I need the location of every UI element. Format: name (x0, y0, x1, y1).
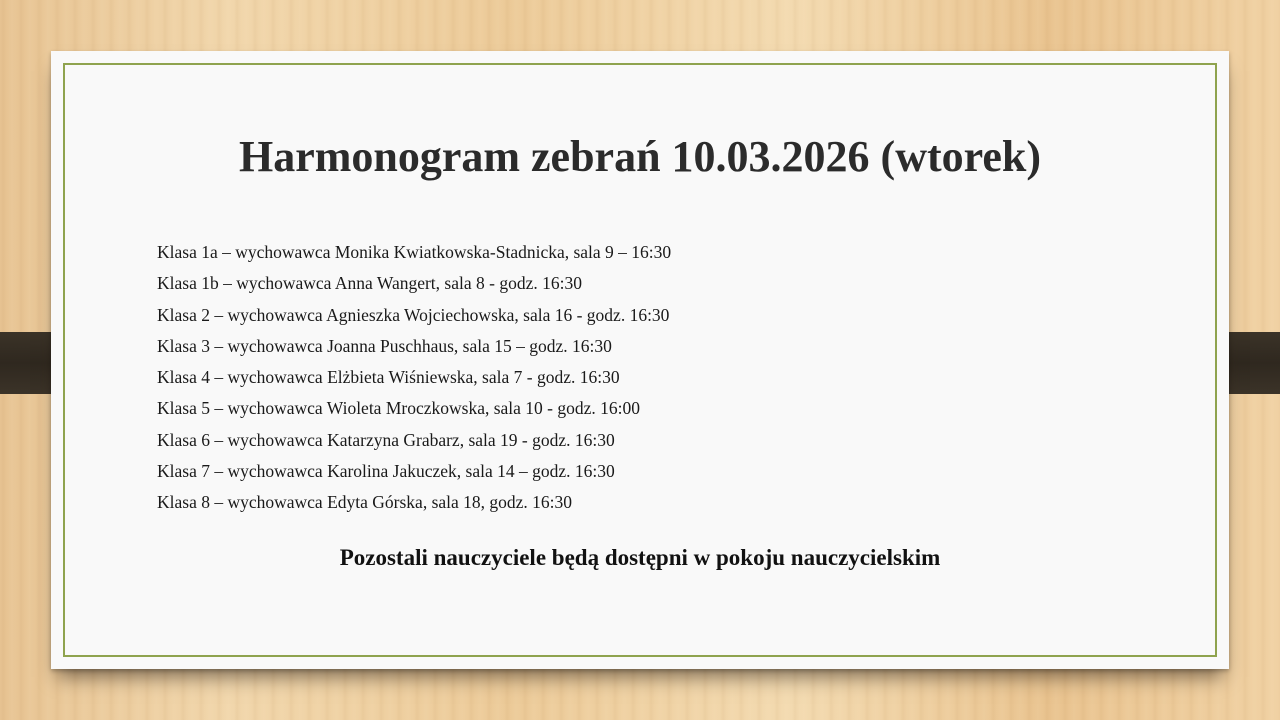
class-schedule-item: Klasa 3 – wychowawca Joanna Puschhaus, sala 15 – godz. 16:30 (157, 335, 612, 356)
class-schedule-item: Klasa 8 – wychowawca Edyta Górska, sala 18, godz. 16:30 (157, 492, 573, 513)
slide-title: Harmonogram zebrań 10.03.2026 (wtorek) (238, 132, 1042, 181)
class-schedule-item: Klasa 6 – wychowawca Katarzyna Grabarz, sala 19 - godz. 16:30 (157, 429, 615, 450)
slide-paper (51, 51, 1229, 669)
class-schedule-list (157, 237, 671, 519)
class-schedule-item: Klasa 4 – wychowawca Elżbieta Wiśniewska, sala 7 - godz. 16:30 (157, 367, 620, 388)
class-schedule-item: Klasa 5 – wychowawca Wioleta Mroczkowska, sala 10 - godz. 16:00 (157, 398, 641, 419)
class-schedule-item: Klasa 1b – wychowawca Anna Wangert, sala 8 - godz. 16:30 (157, 273, 582, 294)
teachers-note: Pozostali nauczyciele będą dostępni w pokoju nauczycielskim (339, 545, 941, 570)
class-schedule-item: Klasa 7 – wychowawca Karolina Jakuczek, sala 14 – godz. 16:30 (157, 461, 615, 482)
class-schedule-item: Klasa 2 – wychowawca Agnieszka Wojciechowska, sala 16 - godz. 16:30 (157, 304, 670, 325)
class-schedule-item: Klasa 1a – wychowawca Monika Kwiatkowska-Stadnicka, sala 9 – 16:30 (157, 242, 672, 262)
